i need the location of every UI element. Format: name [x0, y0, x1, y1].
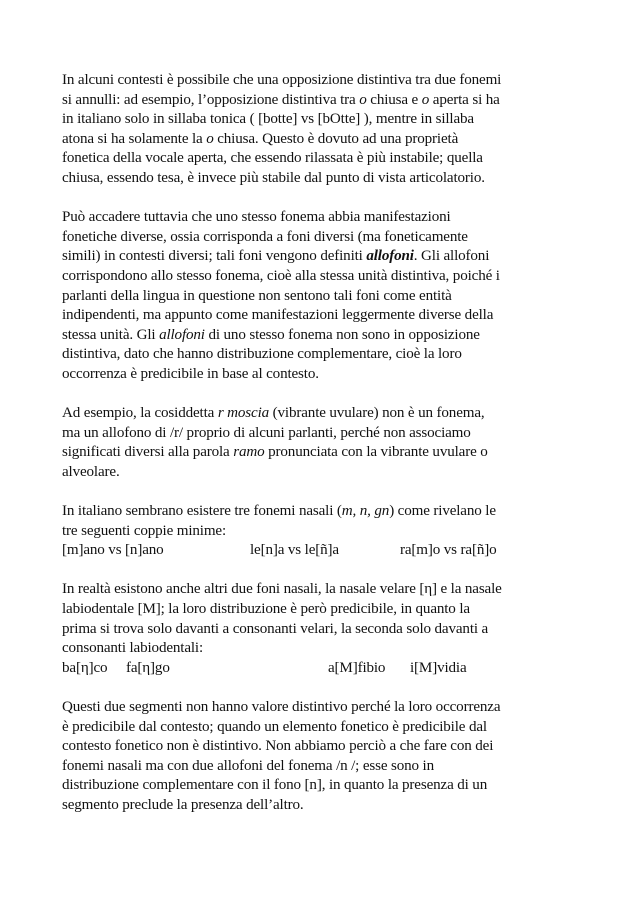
text-line: ma un allofono di /r/ proprio di alcuni parlanti, perché non associamo: [62, 424, 471, 441]
text-line: distintiva, dato che hanno distribuzione complementare, cioè la loro: [62, 346, 462, 363]
text-line: significati diversi alla parola ramo pronunciata con la vibrante uvulare o: [62, 444, 488, 461]
text-line: parlanti della lingua in questione non sentono tali foni come entità: [62, 287, 452, 304]
nasal-allophones-text: [62, 580, 592, 658]
document-page: [62, 71, 592, 835]
italic-term: r moscia: [217, 405, 270, 422]
text-line: In realtà esistono anche altri due foni nasali, la nasale velare [η] e la nasale: [62, 581, 502, 598]
text-line: alveolare.: [62, 463, 120, 480]
text-line: Ad esempio, la cosiddetta r moscia (vibrante uvulare) non è un fonema,: [62, 405, 485, 422]
text-line: Può accadere tuttavia che uno stesso fonema abbia manifestazioni: [62, 209, 451, 226]
text-line: stessa unità. Gli allofoni di uno stesso fonema non sono in opposizione: [62, 326, 480, 343]
paragraph-r-moscia: [62, 404, 592, 482]
text-line: fonetiche diverse, ossia corrisponda a foni diversi (ma foneticamente: [62, 228, 468, 245]
italic-term: ramo: [233, 444, 265, 461]
paragraph-conclusion: [62, 698, 592, 816]
italic-term: o: [359, 91, 367, 108]
text-line: si annulli: ad esempio, l’opposizione distintiva tra o chiusa e o aperta si ha: [62, 91, 500, 108]
text-line: fonetica della vocale aperta, che essendo rilassata è più instabile; quella: [62, 150, 483, 167]
minimal-pair-lena-lenya: le[n]a vs le[ñ]a: [250, 542, 339, 559]
italic-term: o: [421, 91, 430, 108]
text-line: è predicibile dal contesto; quando un elemento fonetico è predicibile dal: [62, 718, 487, 735]
text-line: Questi due segmenti non hanno valore distintivo perché la loro occorrenza: [62, 699, 501, 715]
paragraph-allophones: [62, 208, 592, 384]
example-anfibio: a[M]fibio: [328, 659, 386, 676]
minimal-pair-mano-nano: [m]ano vs [n]ano: [62, 542, 164, 559]
text-line: segmento preclude la presenza dell’altro.: [62, 796, 304, 813]
text-line: fonemi nasali ma con due allofoni del fonema /n /; esse sono in: [62, 757, 434, 774]
bold-italic-term: allofoni: [366, 248, 414, 265]
text-line: indipendenti, ma appunto come manifestazioni leggermente diverse della: [62, 307, 494, 324]
text-line: in italiano solo in sillaba tonica ( [botte] vs [bOtte] ), mentre in sillaba: [62, 111, 474, 128]
text-line: tre seguenti coppie minime:: [62, 522, 227, 539]
allophone-examples-row: [62, 659, 592, 679]
italic-term: m, n, gn: [341, 503, 390, 520]
text-line: simili) in contesti diversi; tali foni vengono definiti allofoni. Gli allofoni: [62, 248, 490, 265]
text-line: contesto fonetico non è distintivo. Non abbiamo perciò a che fare con dei: [62, 738, 494, 755]
text-line: consonanti labiodentali:: [62, 640, 204, 657]
text-line: corrispondono allo stesso fonema, cioè alla stessa unità distintiva, poiché i: [62, 267, 500, 284]
example-fango: fa[η]go: [126, 659, 170, 676]
italic-term: allofoni: [159, 326, 205, 343]
text-line: chiusa, essendo tesa, è invece più stabile dal punto di vista articolatorio.: [62, 169, 485, 186]
text-line: In alcuni contesti è possibile che una opposizione distintiva tra due fonemi: [62, 72, 502, 88]
minimal-pairs-row: [62, 541, 592, 561]
paragraph-neutralization: [62, 71, 592, 189]
text-line: In italiano sembrano esistere tre fonemi nasali (m, n, gn) come rivelano le: [62, 503, 496, 520]
minimal-pair-ramo-ranyo: ra[m]o vs ra[ñ]o: [400, 542, 497, 559]
text-line: atona si ha solamente la o chiusa. Questo è dovuto ad una proprietà: [62, 130, 459, 147]
example-invidia: i[M]vidia: [410, 659, 467, 676]
nasals-intro: [62, 502, 592, 541]
paragraph-nasal-allophones: [62, 580, 592, 678]
text-line: prima si trova solo davanti a consonanti velari, la seconda solo davanti a: [62, 620, 489, 637]
text-line: labiodentale [M]; la loro distribuzione è però predicibile, in quanto la: [62, 601, 470, 618]
italic-term: o: [206, 130, 214, 147]
text-line: distribuzione complementare con il fono [n], in quanto la presenza di un: [62, 777, 488, 794]
paragraph-nasals: [62, 502, 592, 561]
text-line: occorrenza è predicibile in base al contesto.: [62, 365, 319, 382]
example-banco: ba[η]co: [62, 659, 108, 676]
